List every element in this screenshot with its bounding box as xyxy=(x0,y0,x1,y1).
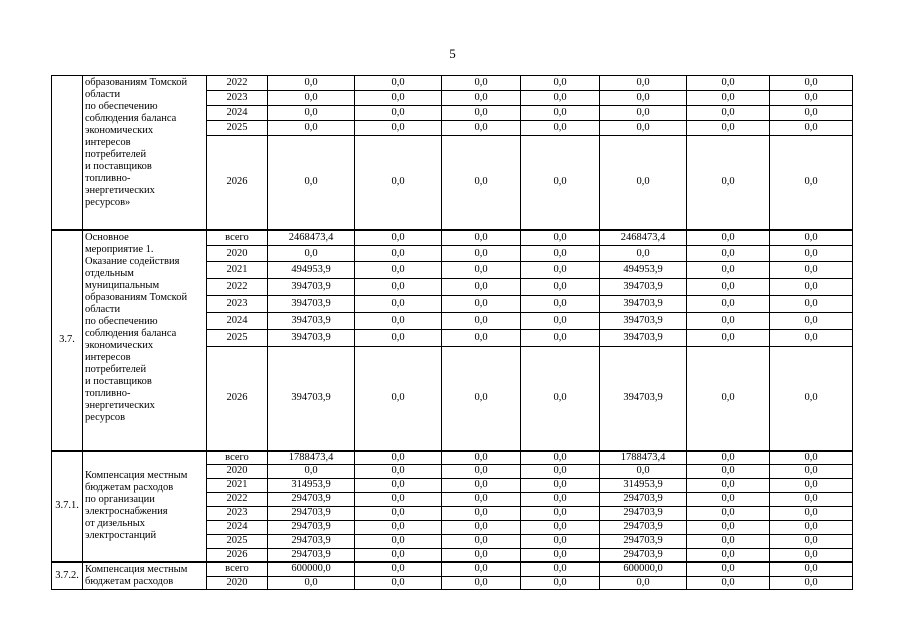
value-cell: 0,0 xyxy=(521,451,600,465)
value-cell: 0,0 xyxy=(355,347,442,451)
measure-name: Компенсация местным бюджетам расходов xyxy=(83,562,207,590)
value-cell: 394703,9 xyxy=(268,313,355,330)
value-cell: 0,0 xyxy=(442,106,521,121)
value-cell: 0,0 xyxy=(600,76,687,91)
value-cell: 0,0 xyxy=(687,534,770,548)
value-cell: 0,0 xyxy=(442,76,521,91)
value-cell: 0,0 xyxy=(355,313,442,330)
value-cell: 0,0 xyxy=(442,330,521,347)
value-cell: 294703,9 xyxy=(600,548,687,562)
value-cell: 0,0 xyxy=(687,313,770,330)
value-cell: 0,0 xyxy=(521,279,600,296)
value-cell: 0,0 xyxy=(687,76,770,91)
value-cell: 0,0 xyxy=(687,279,770,296)
value-cell: 0,0 xyxy=(355,478,442,492)
value-cell: 394703,9 xyxy=(268,279,355,296)
value-cell: 0,0 xyxy=(268,576,355,590)
year-cell: 2026 xyxy=(207,548,268,562)
year-cell: 2023 xyxy=(207,91,268,106)
year-cell: 2020 xyxy=(207,464,268,478)
value-cell: 0,0 xyxy=(355,76,442,91)
value-cell: 0,0 xyxy=(770,136,853,230)
value-cell: 0,0 xyxy=(770,506,853,520)
value-cell: 0,0 xyxy=(442,91,521,106)
value-cell: 0,0 xyxy=(355,106,442,121)
value-cell: 294703,9 xyxy=(268,548,355,562)
value-cell: 0,0 xyxy=(521,76,600,91)
value-cell: 0,0 xyxy=(521,520,600,534)
value-cell: 0,0 xyxy=(521,262,600,279)
value-cell: 0,0 xyxy=(687,506,770,520)
value-cell: 0,0 xyxy=(600,576,687,590)
value-cell: 0,0 xyxy=(442,230,521,246)
value-cell: 294703,9 xyxy=(600,520,687,534)
value-cell: 0,0 xyxy=(770,534,853,548)
year-cell: всего xyxy=(207,230,268,246)
value-cell: 0,0 xyxy=(521,136,600,230)
value-cell: 0,0 xyxy=(355,330,442,347)
value-cell: 394703,9 xyxy=(600,296,687,313)
value-cell: 0,0 xyxy=(687,576,770,590)
value-cell: 0,0 xyxy=(521,230,600,246)
value-cell: 0,0 xyxy=(770,76,853,91)
value-cell: 0,0 xyxy=(770,230,853,246)
table-row xyxy=(52,230,853,246)
value-cell: 0,0 xyxy=(770,576,853,590)
value-cell: 0,0 xyxy=(687,347,770,451)
value-cell: 0,0 xyxy=(770,279,853,296)
value-cell: 0,0 xyxy=(770,262,853,279)
value-cell: 0,0 xyxy=(521,347,600,451)
value-cell: 0,0 xyxy=(521,91,600,106)
value-cell: 0,0 xyxy=(770,478,853,492)
value-cell: 0,0 xyxy=(355,246,442,262)
value-cell: 0,0 xyxy=(770,562,853,576)
value-cell: 0,0 xyxy=(268,121,355,136)
value-cell: 0,0 xyxy=(442,492,521,506)
section-number: 3.7.1. xyxy=(52,451,83,563)
value-cell: 494953,9 xyxy=(268,262,355,279)
value-cell: 0,0 xyxy=(600,136,687,230)
value-cell: 0,0 xyxy=(521,121,600,136)
value-cell: 0,0 xyxy=(268,91,355,106)
value-cell: 294703,9 xyxy=(268,520,355,534)
value-cell: 600000,0 xyxy=(600,562,687,576)
value-cell: 0,0 xyxy=(521,330,600,347)
year-cell: 2026 xyxy=(207,136,268,230)
year-cell: 2024 xyxy=(207,520,268,534)
year-cell: 2024 xyxy=(207,106,268,121)
value-cell: 0,0 xyxy=(442,562,521,576)
value-cell: 0,0 xyxy=(442,296,521,313)
value-cell: 0,0 xyxy=(687,136,770,230)
value-cell: 0,0 xyxy=(355,576,442,590)
year-cell: всего xyxy=(207,562,268,576)
year-cell: 2026 xyxy=(207,347,268,451)
value-cell: 0,0 xyxy=(770,520,853,534)
value-cell: 0,0 xyxy=(687,246,770,262)
budget-table xyxy=(51,75,853,590)
value-cell: 0,0 xyxy=(355,230,442,246)
value-cell: 0,0 xyxy=(600,246,687,262)
value-cell: 0,0 xyxy=(770,347,853,451)
section-number: 3.7. xyxy=(52,230,83,451)
year-cell: 2023 xyxy=(207,296,268,313)
value-cell: 0,0 xyxy=(355,492,442,506)
value-cell: 0,0 xyxy=(521,478,600,492)
value-cell: 0,0 xyxy=(687,520,770,534)
page-number: 5 xyxy=(449,46,456,61)
table-row xyxy=(52,562,853,576)
year-cell: 2022 xyxy=(207,279,268,296)
year-cell: 2022 xyxy=(207,492,268,506)
value-cell: 294703,9 xyxy=(268,534,355,548)
value-cell: 0,0 xyxy=(687,478,770,492)
value-cell: 0,0 xyxy=(600,91,687,106)
value-cell: 0,0 xyxy=(355,506,442,520)
year-cell: всего xyxy=(207,451,268,465)
value-cell: 0,0 xyxy=(600,121,687,136)
value-cell: 0,0 xyxy=(770,451,853,465)
value-cell: 0,0 xyxy=(521,562,600,576)
year-cell: 2024 xyxy=(207,313,268,330)
value-cell: 0,0 xyxy=(770,121,853,136)
year-cell: 2025 xyxy=(207,534,268,548)
value-cell: 0,0 xyxy=(355,136,442,230)
value-cell: 0,0 xyxy=(355,562,442,576)
value-cell: 0,0 xyxy=(521,492,600,506)
value-cell: 0,0 xyxy=(442,347,521,451)
value-cell: 0,0 xyxy=(442,478,521,492)
value-cell: 2468473,4 xyxy=(268,230,355,246)
value-cell: 0,0 xyxy=(521,313,600,330)
value-cell: 0,0 xyxy=(521,464,600,478)
value-cell: 0,0 xyxy=(442,279,521,296)
value-cell: 0,0 xyxy=(442,121,521,136)
year-cell: 2025 xyxy=(207,121,268,136)
value-cell: 294703,9 xyxy=(600,492,687,506)
value-cell: 0,0 xyxy=(355,121,442,136)
measure-name: образованиям Томской области по обеспечению соблюдения баланса экономических интересов потребителей и поставщиков топливно- энергетических ресурсов» xyxy=(83,76,207,230)
year-cell: 2021 xyxy=(207,262,268,279)
value-cell: 0,0 xyxy=(442,534,521,548)
value-cell: 0,0 xyxy=(687,296,770,313)
value-cell: 0,0 xyxy=(521,246,600,262)
value-cell: 0,0 xyxy=(268,76,355,91)
value-cell: 0,0 xyxy=(687,91,770,106)
value-cell: 0,0 xyxy=(355,520,442,534)
value-cell: 394703,9 xyxy=(600,279,687,296)
value-cell: 0,0 xyxy=(355,262,442,279)
year-cell: 2021 xyxy=(207,478,268,492)
table-row xyxy=(52,76,853,91)
value-cell: 0,0 xyxy=(770,246,853,262)
value-cell: 0,0 xyxy=(521,576,600,590)
measure-name: Компенсация местным бюджетам расходов по организации электроснабжения от дизельных электростанций xyxy=(83,451,207,563)
value-cell: 0,0 xyxy=(442,464,521,478)
value-cell: 0,0 xyxy=(600,464,687,478)
value-cell: 0,0 xyxy=(770,106,853,121)
value-cell: 0,0 xyxy=(521,506,600,520)
value-cell: 0,0 xyxy=(687,464,770,478)
value-cell: 600000,0 xyxy=(268,562,355,576)
value-cell: 0,0 xyxy=(521,548,600,562)
table-body xyxy=(52,76,853,590)
value-cell: 0,0 xyxy=(442,313,521,330)
value-cell: 0,0 xyxy=(687,121,770,136)
value-cell: 0,0 xyxy=(770,492,853,506)
value-cell: 0,0 xyxy=(770,330,853,347)
measure-name: Основное мероприятие 1. Оказание содействия отдельным муниципальным образованиям Томской области по обеспечению соблюдения баланса экономических интересов потребителей и поставщиков топливно- энергетических ресурсов xyxy=(83,230,207,451)
value-cell: 0,0 xyxy=(521,534,600,548)
value-cell: 0,0 xyxy=(355,464,442,478)
value-cell: 0,0 xyxy=(687,548,770,562)
value-cell: 0,0 xyxy=(442,136,521,230)
value-cell: 494953,9 xyxy=(600,262,687,279)
value-cell: 2468473,4 xyxy=(600,230,687,246)
value-cell: 0,0 xyxy=(442,576,521,590)
value-cell: 0,0 xyxy=(770,464,853,478)
value-cell: 394703,9 xyxy=(600,347,687,451)
value-cell: 0,0 xyxy=(355,279,442,296)
value-cell: 314953,9 xyxy=(600,478,687,492)
year-cell: 2020 xyxy=(207,246,268,262)
value-cell: 0,0 xyxy=(687,492,770,506)
value-cell: 0,0 xyxy=(268,106,355,121)
value-cell: 0,0 xyxy=(442,451,521,465)
value-cell: 0,0 xyxy=(770,548,853,562)
value-cell: 0,0 xyxy=(770,91,853,106)
value-cell: 0,0 xyxy=(268,246,355,262)
value-cell: 0,0 xyxy=(355,91,442,106)
value-cell: 394703,9 xyxy=(268,347,355,451)
value-cell: 294703,9 xyxy=(600,534,687,548)
value-cell: 0,0 xyxy=(442,548,521,562)
value-cell: 0,0 xyxy=(687,451,770,465)
value-cell: 0,0 xyxy=(600,106,687,121)
value-cell: 394703,9 xyxy=(268,330,355,347)
value-cell: 0,0 xyxy=(687,562,770,576)
value-cell: 0,0 xyxy=(442,520,521,534)
year-cell: 2022 xyxy=(207,76,268,91)
value-cell: 394703,9 xyxy=(600,313,687,330)
value-cell: 0,0 xyxy=(268,136,355,230)
value-cell: 0,0 xyxy=(687,106,770,121)
value-cell: 394703,9 xyxy=(600,330,687,347)
value-cell: 0,0 xyxy=(770,296,853,313)
table-row xyxy=(52,451,853,465)
value-cell: 0,0 xyxy=(687,330,770,347)
value-cell: 0,0 xyxy=(521,296,600,313)
value-cell: 0,0 xyxy=(687,230,770,246)
year-cell: 2025 xyxy=(207,330,268,347)
value-cell: 314953,9 xyxy=(268,478,355,492)
value-cell: 0,0 xyxy=(268,464,355,478)
year-cell: 2023 xyxy=(207,506,268,520)
value-cell: 294703,9 xyxy=(600,506,687,520)
value-cell: 0,0 xyxy=(521,106,600,121)
value-cell: 1788473,4 xyxy=(600,451,687,465)
section-number xyxy=(52,76,83,230)
value-cell: 0,0 xyxy=(355,548,442,562)
value-cell: 294703,9 xyxy=(268,492,355,506)
value-cell: 394703,9 xyxy=(268,296,355,313)
section-number: 3.7.2. xyxy=(52,562,83,590)
year-cell: 2020 xyxy=(207,576,268,590)
value-cell: 0,0 xyxy=(442,506,521,520)
value-cell: 0,0 xyxy=(355,534,442,548)
value-cell: 0,0 xyxy=(355,451,442,465)
value-cell: 1788473,4 xyxy=(268,451,355,465)
value-cell: 0,0 xyxy=(687,262,770,279)
value-cell: 0,0 xyxy=(770,313,853,330)
value-cell: 0,0 xyxy=(442,262,521,279)
value-cell: 0,0 xyxy=(442,246,521,262)
value-cell: 294703,9 xyxy=(268,506,355,520)
value-cell: 0,0 xyxy=(355,296,442,313)
